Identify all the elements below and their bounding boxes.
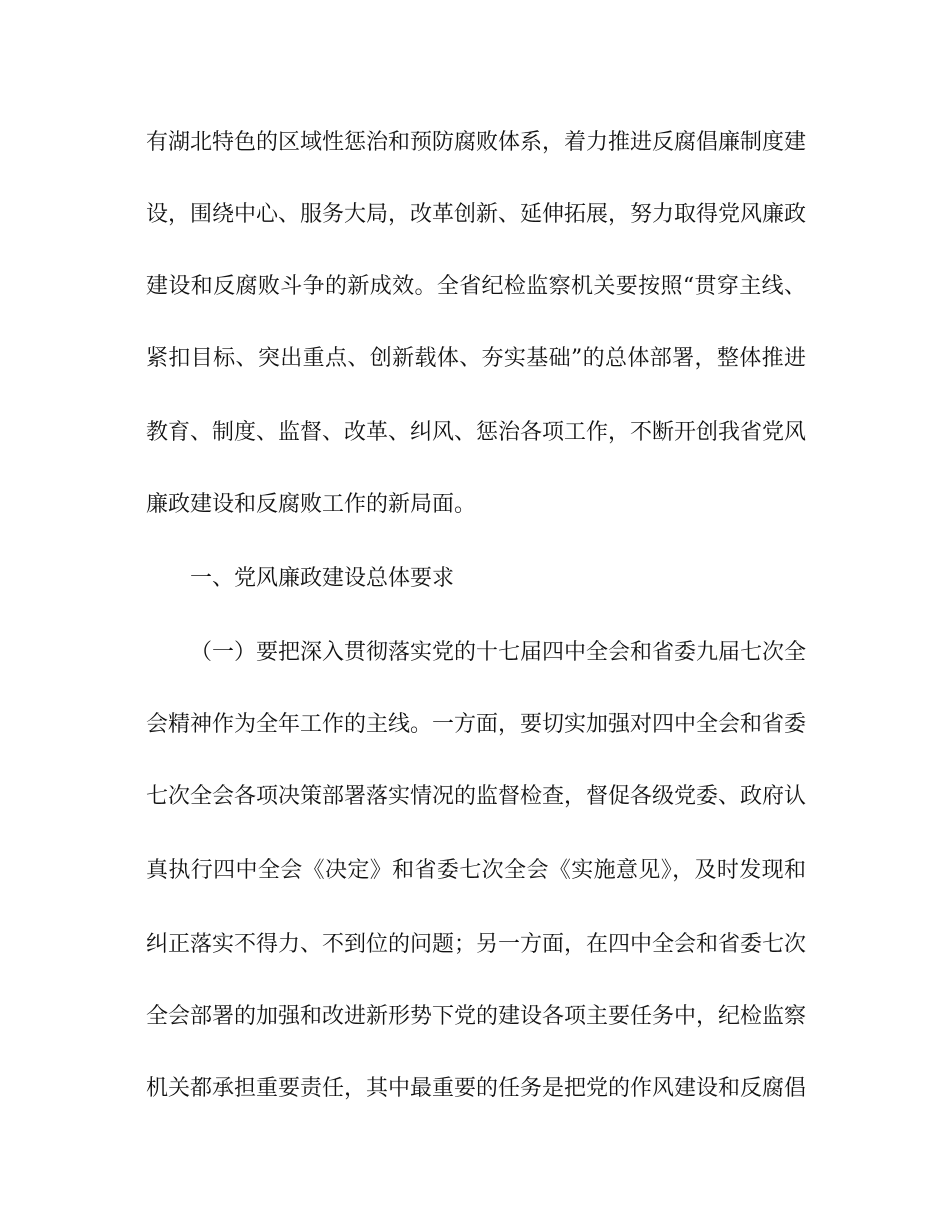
paragraph-line: 真执行四中全会《决定》和省委七次全会《实施意见》，及时发现和 — [146, 858, 806, 883]
paragraph-line: 有湖北特色的区域性惩治和预防腐败体系，着力推进反腐倡廉制度建 — [146, 130, 806, 155]
paragraph-line: 七次全会各项决策部署落实情况的监督检查，督促各级党委、政府认 — [146, 784, 806, 809]
paragraph-line: 建设和反腐败斗争的新成效。全省纪检监察机关要按照“贯穿主线、 — [146, 274, 806, 299]
paragraph-line: 廉政建设和反腐败工作的新局面。 — [146, 492, 477, 517]
paragraph-line: （一）要把深入贯彻落实党的十七届四中全会和省委九届七次全 — [190, 640, 806, 665]
paragraph-line: 纠正落实不得力、不到位的问题；另一方面，在四中全会和省委七次 — [146, 932, 806, 957]
paragraph-line: 机关都承担重要责任，其中最重要的任务是把党的作风建设和反腐倡 — [146, 1076, 806, 1101]
paragraph-line: 紧扣目标、突出重点、创新载体、夯实基础”的总体部署，整体推进 — [146, 346, 806, 371]
paragraph-line: 全会部署的加强和改进新形势下党的建设各项主要任务中，纪检监察 — [146, 1004, 806, 1029]
paragraph-line: 设，围绕中心、服务大局，改革创新、延伸拓展，努力取得党风廉政 — [146, 202, 806, 227]
section-heading: 一、党风廉政建设总体要求 — [190, 566, 455, 591]
paragraph-line: 教育、制度、监督、改革、纠风、惩治各项工作，不断开创我省党风 — [146, 420, 806, 445]
paragraph-line: 会精神作为全年工作的主线。一方面，要切实加强对四中全会和省委 — [146, 712, 806, 737]
